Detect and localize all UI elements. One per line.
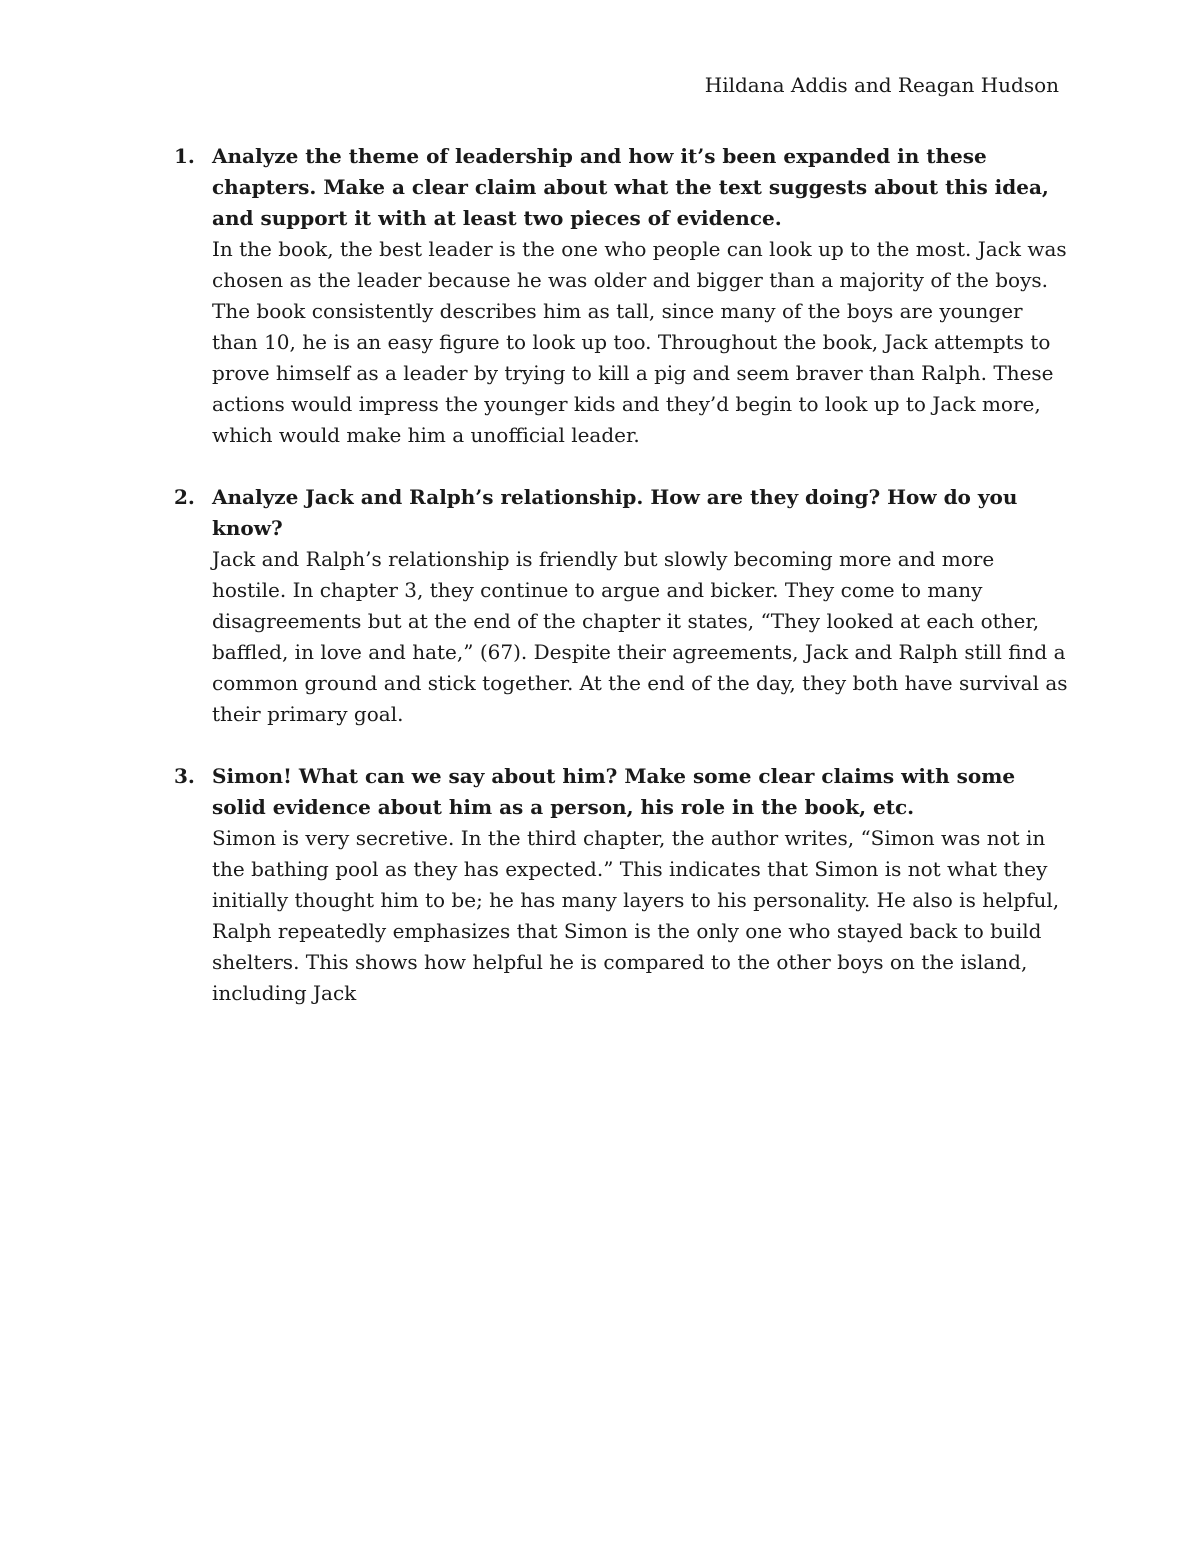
question-prompt: Analyze the theme of leadership and how it’s been expanded in these chapters. Make a clear claim about what the text suggests about this idea, and support it with at least two pieces of evidence. <box>212 144 1049 230</box>
answer-paragraph: In the book, the best leader is the one who people can look up to the most. Jack was chosen as the leader because he was older and bigger than a majority of the boys. The book consistently describes him as tall, since many of the boys are younger than 10, he is an easy figure to look up too. Throughout the book, Jack attempts to prove himself as a leader by trying to kill a pig and seem braver than Ralph. These actions would impress the younger kids and they’d begin to look up to Jack more, which would make him a unofficial leader. <box>212 237 1067 447</box>
question-item-2 <box>0 482 1072 730</box>
question-number: 2. <box>174 485 195 509</box>
question-item-3 <box>0 761 1072 1009</box>
question-item-1 <box>0 141 1072 451</box>
question-number: 1. <box>174 144 195 168</box>
question-prompt: Simon! What can we say about him? Make some clear claims with some solid evidence about him as a person, his role in the book, etc. <box>212 764 1016 819</box>
answer-paragraph: Jack and Ralph’s relationship is friendly but slowly becoming more and more hostile. In chapter 3, they continue to argue and bicker. They come to many disagreements but at the end of the chapter it states, “They looked at each other, baffled, in love and hate,” (67). Despite their agreements, Jack and Ralph still find a common ground and stick together. At the end of the day, they both have survival as their primary goal. <box>212 547 1068 726</box>
header-author-names: Hildana Addis and Reagan Hudson <box>704 73 1059 97</box>
question-list <box>0 141 1200 1040</box>
question-number: 3. <box>174 764 195 788</box>
answer-paragraph: Simon is very secretive. In the third chapter, the author writes, “Simon was not in the bathing pool as they has expected.” This indicates that Simon is not what they initially thought him to be; he has many layers to his personality. He also is helpful, Ralph repeatedly emphasizes that Simon is the only one who stayed back to build shelters. This shows how helpful he is compared to the other boys on the island, including Jack <box>212 826 1060 1005</box>
question-prompt: Analyze Jack and Ralph’s relationship. How are they doing? How do you know? <box>212 485 1018 540</box>
